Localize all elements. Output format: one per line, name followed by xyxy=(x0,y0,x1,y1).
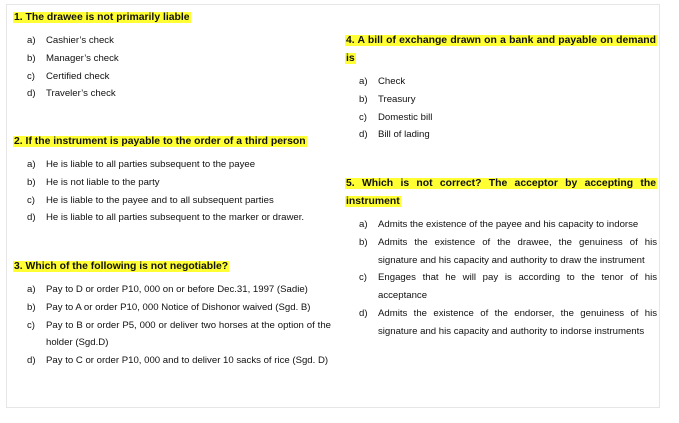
question-1 xyxy=(13,9,331,103)
question-3-title: 3. Which of the following is not negotiable? xyxy=(14,261,229,272)
question-1-options xyxy=(13,32,331,103)
option-4c: c) Domestic bill xyxy=(359,111,433,123)
option-5a: a) Admits the existence of the payee and his capacity to indorse xyxy=(359,219,639,230)
option-2a: a) He is liable to all parties subsequent to the payee xyxy=(27,159,256,170)
option-1c: c) Certified check xyxy=(27,70,110,82)
option-3b: b) Pay to A or order P10, 000 Notice of Dishonor waived (Sgd. B) xyxy=(27,301,311,313)
option-1b: b) Manager’s check xyxy=(27,52,119,64)
question-3-options xyxy=(13,281,331,370)
question-3 xyxy=(13,258,331,370)
option-2c: c) He is liable to the payee and to all subsequent parties xyxy=(27,194,274,206)
question-4-options xyxy=(345,73,657,144)
question-5-title: 5. Which is not correct? The acceptor by accepting the instrument xyxy=(346,178,656,207)
option-4a: a) Check xyxy=(359,76,406,87)
question-4 xyxy=(345,32,657,144)
question-1-title: 1. The drawee is not primarily liable xyxy=(14,12,190,23)
question-2 xyxy=(13,133,331,227)
question-5 xyxy=(345,175,657,341)
option-5d: d) Admits the existence of the endorser, the genuiness of his signature and his capacity and authority to indorse instruments xyxy=(359,307,657,337)
option-1d: d) Traveler’s check xyxy=(27,88,116,100)
question-2-title: 2. If the instrument is payable to the order of a third person xyxy=(14,136,306,147)
option-3d: d) Pay to C or order P10, 000 and to deliver 10 sacks of rice (Sgd. D) xyxy=(27,355,329,367)
option-1a: a) Cashier’s check xyxy=(27,35,114,46)
option-5b: b) Admits the existence of the drawee, the genuiness of his signature and his capacity and authority to draw the instrument xyxy=(359,236,657,266)
question-2-options xyxy=(13,156,331,227)
option-5c: c) Engages that he will pay is according to the tenor of his acceptance xyxy=(359,272,657,302)
option-4d: d) Bill of lading xyxy=(359,129,430,141)
option-2b: b) He is not liable to the party xyxy=(27,176,160,188)
option-2d: d) He is liable to all parties subsequent to the marker or drawer. xyxy=(27,212,305,224)
question-5-options xyxy=(345,216,657,341)
option-3c: c) Pay to B or order P5, 000 or deliver two horses at the option of the holder (Sgd.D) xyxy=(27,319,331,349)
question-4-title: 4. A bill of exchange drawn on a bank and payable on demand is xyxy=(346,35,656,64)
document-page xyxy=(6,4,660,408)
option-3a: a) Pay to D or order P10, 000 on or before Dec.31, 1997 (Sadie) xyxy=(27,284,308,295)
option-4b: b) Treasury xyxy=(359,93,416,105)
